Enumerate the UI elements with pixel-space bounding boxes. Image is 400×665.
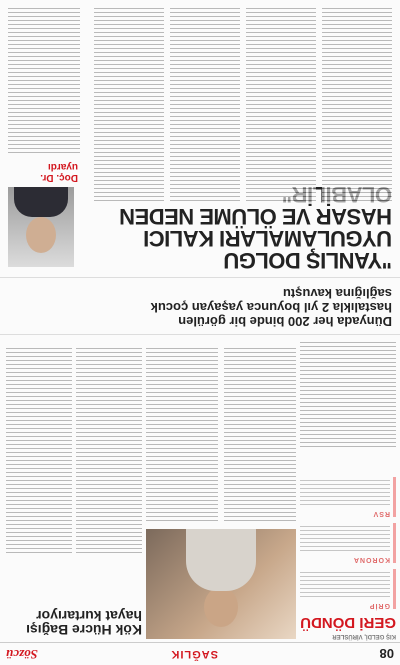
health-tips-column — [300, 339, 396, 639]
photo-shirt — [186, 529, 256, 591]
body-text-lines — [300, 477, 390, 507]
masthead — [0, 642, 400, 665]
tip-label: GRİP — [368, 602, 390, 609]
body-text-lines — [300, 523, 390, 553]
portrait-suit — [14, 187, 68, 217]
tips-kicker: KIŞ GELDİ, VİRÜSLER — [332, 633, 396, 639]
body-text-lines — [170, 7, 240, 203]
filler-warning-story — [0, 0, 400, 275]
body-text-lines — [6, 345, 72, 555]
body-text-lines — [246, 7, 316, 203]
portrait-caption: Doç. Dr. uyardı — [40, 161, 78, 183]
story-headline: Kök Hücre Bağışı hayat kurtarıyor — [26, 608, 142, 638]
tip-box — [300, 569, 396, 609]
body-text-lines — [146, 345, 218, 523]
body-text-lines — [94, 7, 164, 203]
doctor-portrait — [8, 187, 74, 267]
tip-box — [300, 477, 396, 517]
body-text-lines — [300, 339, 396, 449]
photo-head — [204, 587, 238, 627]
body-text-lines — [8, 7, 80, 155]
feature-band — [0, 277, 400, 335]
body-text-lines — [224, 345, 296, 523]
stem-cell-story — [4, 339, 296, 639]
portrait-face — [26, 217, 56, 253]
tips-title: GERİ DÖNDÜ — [300, 614, 396, 631]
newspaper-logo: Sözcü — [6, 647, 38, 662]
body-text-lines — [300, 569, 390, 599]
section-label: SAĞLIK — [170, 648, 218, 660]
story-headline: "YANLIŞ DOLGU UYGULAMALARI KALICI HASAR VE ÖLÜME NEDEN — [119, 204, 392, 273]
tip-box — [300, 523, 396, 563]
body-text-lines — [76, 345, 142, 555]
tip-label: RSV — [372, 510, 390, 517]
doctor-photo — [146, 529, 296, 639]
band-headline: Dünyada her 200 binde bir görülen hastalıkla 2 yıl boyunca yaşayan çocuk sağlığına kavuştu — [150, 286, 392, 329]
page-number: 08 — [379, 646, 394, 661]
body-text-lines — [322, 7, 392, 203]
tip-label: KORONA — [352, 556, 390, 563]
